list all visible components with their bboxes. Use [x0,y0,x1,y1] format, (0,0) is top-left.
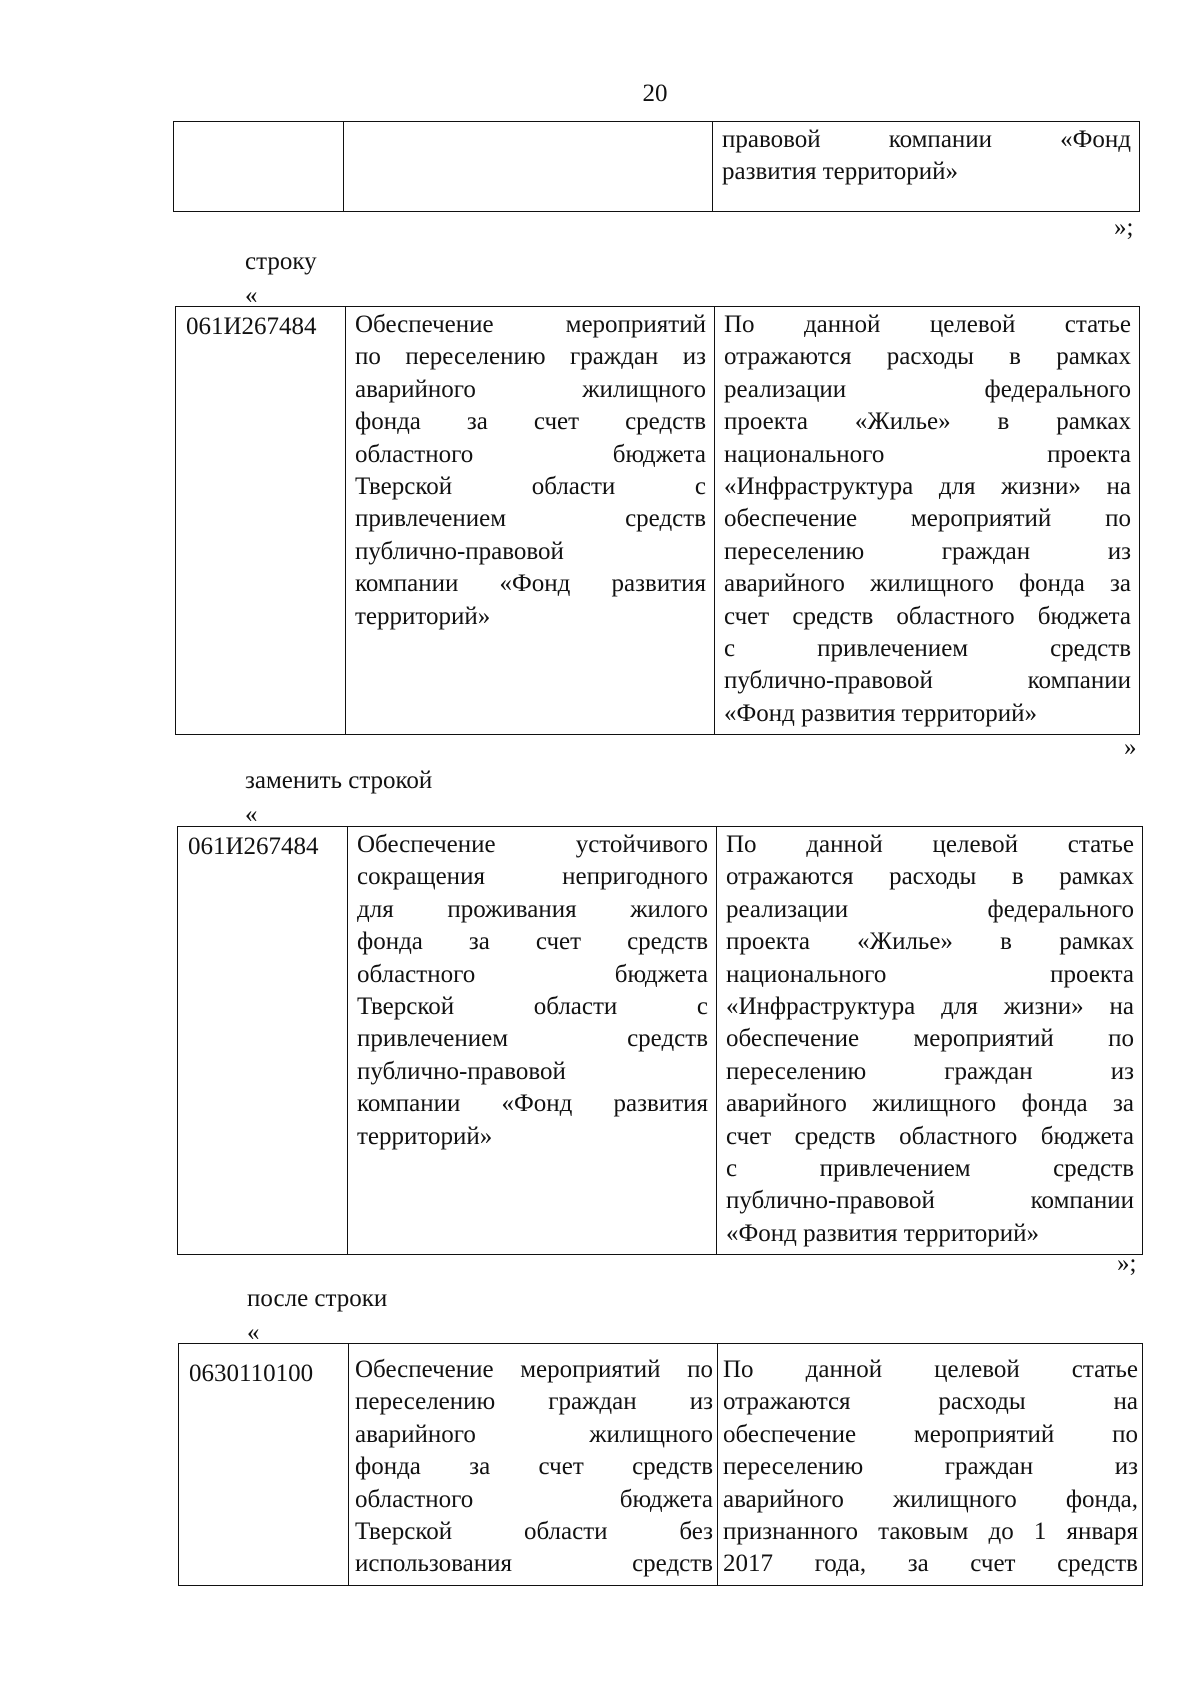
table-row [178,827,1143,1255]
table-row-old [175,306,1140,735]
cell-description [718,1344,1143,1586]
opening-quote: « [245,801,258,828]
text-line: Тверской области без [355,1518,713,1546]
cell-name [348,827,717,1255]
text-line: счет средств областного бюджета [724,602,1131,630]
text-line: По данной целевой статье [724,311,1131,338]
text-line: проекта «Жилье» в рамках [724,408,1131,436]
text-line: привлечением средств [357,1025,708,1053]
table-row [174,122,1140,212]
table-row [176,307,1140,735]
text-line: аварийного жилищного фонда за [724,570,1131,598]
text-line: Обеспечение устойчивого [357,831,708,858]
text-line: областного бюджета [357,960,708,988]
text-line: счет средств областного бюджета [726,1122,1134,1150]
text-line: «Фонд развития территорий» [724,699,1038,727]
text-line: реализации федерального [724,375,1131,403]
text-line: Обеспечение мероприятий [355,311,706,338]
text-line: обеспечение мероприятий по [726,1025,1134,1053]
text-line: с привлечением средств [726,1155,1134,1183]
text-line: публично-правовой [357,1057,566,1085]
text-line: реализации федерального [726,895,1134,923]
closing-quote: »; [1114,214,1134,241]
table-row-new [177,826,1143,1255]
text-line: компании «Фонд развития [357,1090,708,1118]
opening-quote: « [247,1319,260,1346]
cell-description [715,307,1140,735]
text-line: областного бюджета [355,1485,713,1513]
cell-name [349,1344,718,1586]
text-line: публично-правовой [355,537,564,565]
text-line: с привлечением средств [724,635,1131,663]
text-line: «Инфраструктура для жизни» на [724,473,1131,501]
text-line: аварийного жилищного [355,375,706,403]
cell-description [717,827,1143,1255]
text-line: национального проекта [724,440,1131,468]
text-line: отражаются расходы в рамках [724,343,1131,371]
text-line: развития территорий» [722,158,958,186]
text-line: аварийного жилищного фонда за [726,1090,1134,1118]
cell-name [344,122,713,212]
text-line: Обеспечение мероприятий по [355,1356,713,1383]
cell-code: 061И267484 [178,827,348,1255]
text-line: признанного таковым до 1 января [723,1518,1138,1546]
opening-quote: « [245,282,258,309]
table-row [179,1344,1143,1586]
text-line: территорий» [357,1122,493,1150]
section-label: заменить строкой [245,767,433,794]
text-line: использования средств [355,1550,713,1578]
section-label: строку [245,248,317,275]
section-label: после строки [247,1285,388,1312]
text-line: переселению граждан из [355,1388,713,1416]
table-fragment-top [173,121,1140,212]
text-line: фонда за счет средств [357,928,708,956]
page-number: 20 [642,80,668,107]
text-line: национального проекта [726,960,1134,988]
text-line: По данной целевой статье [726,831,1134,858]
text-line: переселению граждан из [724,537,1131,565]
text-line: проекта «Жилье» в рамках [726,928,1134,956]
text-line: сокращения непригодного [357,863,708,891]
text-line: переселению граждан из [723,1453,1138,1481]
cell-code: 061И267484 [176,307,346,735]
text-line: Тверской области с [355,473,706,501]
text-line: переселению граждан из [726,1057,1134,1085]
text-line: 2017 года, за счет средств [723,1550,1138,1578]
text-line: аварийного жилищного [355,1420,713,1448]
text-line: публично-правовой компании [724,667,1131,695]
closing-quote: »; [1117,1250,1137,1277]
cell-code: 0630110100 [179,1344,349,1586]
text-line: «Фонд развития территорий» [726,1219,1040,1247]
cell-name [346,307,715,735]
text-line: территорий» [355,602,491,630]
text-line: обеспечение мероприятий по [724,505,1131,533]
text-line: для проживания жилого [357,895,708,923]
cell-code [174,122,344,212]
text-line: обеспечение мероприятий по [723,1420,1138,1448]
text-line: Тверской области с [357,993,708,1021]
table-row-after [178,1343,1143,1586]
text-line: отражаются расходы на [723,1388,1138,1416]
text-line: правовой компании «Фонд [722,126,1131,153]
text-line: публично-правовой компании [726,1187,1134,1215]
cell-description [713,122,1140,212]
text-line: По данной целевой статье [723,1356,1138,1383]
text-line: фонда за счет средств [355,1453,713,1481]
text-line: областного бюджета [355,440,706,468]
text-line: аварийного жилищного фонда, [723,1485,1138,1513]
text-line: привлечением средств [355,505,706,533]
text-line: отражаются расходы в рамках [726,863,1134,891]
text-line: «Инфраструктура для жизни» на [726,993,1134,1021]
closing-quote: » [1124,734,1137,761]
text-line: фонда за счет средств [355,408,706,436]
text-line: по переселению граждан из [355,343,706,371]
text-line: компании «Фонд развития [355,570,706,598]
